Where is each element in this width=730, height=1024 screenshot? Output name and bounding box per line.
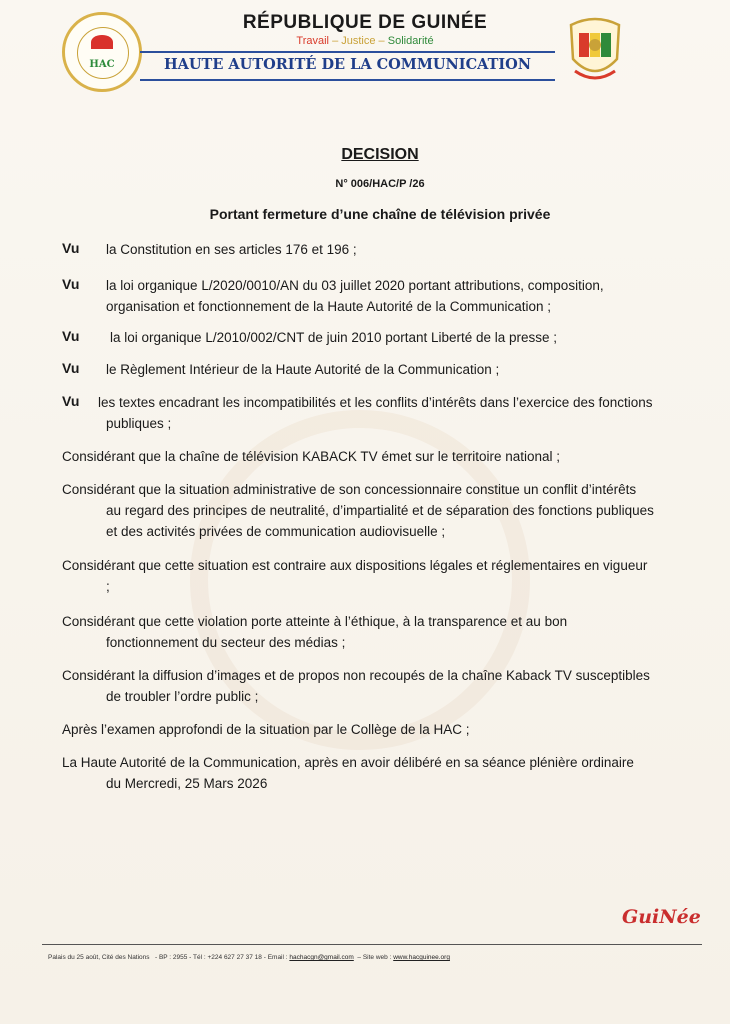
visa-2-line-2: organisation et fonctionnement de la Haute Autorité de la Communication ; [106,299,552,314]
footer-email-link[interactable]: hachacgn@gmail.com [289,954,354,961]
considerant-4-line-2: fonctionnement du secteur des médias ; [106,635,346,650]
decision-number: N° 006/HAC/P /26 [335,178,425,190]
national-motto: Travail – Justice – Solidarité [296,35,434,47]
visa-4: le Règlement Intérieur de la Haute Autorité de la Communication ; [106,362,500,377]
footer-website-link[interactable]: www.hacguinee.org [393,954,450,961]
hac-logo [62,12,142,92]
visa-5-line-1: les textes encadrant les incompatibilités et les conflits d’intérêts dans l’exercice des fonctions [98,395,653,410]
guinee-brand-logo: GuiNée [622,906,701,928]
decision-title: DECISION [341,146,419,163]
visa-1: la Constitution en ses articles 176 et 196 ; [106,242,357,257]
considerant-5-line-1: Considérant la diffusion d’images et de propos non recoupés de la chaîne Kaback TV susceptibles [62,668,650,683]
considerant-2-line-3: et des activités privées de communication audiovisuelle ; [106,524,446,539]
footer-contact: Palais du 25 août, Cité des Nations - BP : 2955 - Tél : +224 627 27 37 18 - Email : hachacgn@gmail.com – Site web : www.hacguinee.org [48,954,450,961]
considerant-6: Après l’examen approfondi de la situation par le Collège de la HAC ; [62,722,470,737]
visa-5-line-2: publiques ; [106,416,172,431]
republic-title: RÉPUBLIQUE DE GUINÉE [242,12,488,33]
considerant-3-line-2: ; [106,579,110,594]
authority-banner: HAUTE AUTORITÉ DE LA COMMUNICATION [140,51,555,81]
considerant-1: Considérant que la chaîne de télévision KABACK TV émet sur le territoire national ; [62,449,561,464]
vu-label: Vu [62,328,80,344]
vu-label: Vu [62,276,80,292]
hac-logo-text: HAC [89,59,115,70]
vu-label: Vu [62,240,80,256]
decision-subtitle: Portant fermeture d’une chaîne de télévision privée [209,206,551,222]
considerant-7-line-1: La Haute Autorité de la Communication, après en avoir délibéré en sa séance plénière ordinaire [62,755,634,770]
considerant-4-line-1: Considérant que cette violation porte atteinte à l’éthique, à la transparence et au bon [62,614,568,629]
considerant-5-line-2: de troubler l’ordre public ; [106,689,259,704]
visa-2-line-1: la loi organique L/2020/0010/AN du 03 juillet 2020 portant attributions, composition, [106,278,604,293]
considerant-7-line-2: du Mercredi, 25 Mars 2026 [106,776,268,791]
considerant-2-line-1: Considérant que la situation administrative de son concessionnaire constitue un conflit d’intérêts [62,482,637,497]
considerant-2-line-2: au regard des principes de neutralité, d’impartialité et de séparation des fonctions publiques [106,503,654,518]
vu-label: Vu [62,360,80,376]
vu-label: Vu [62,393,80,409]
footer-divider [42,944,702,945]
considerant-3-line-1: Considérant que cette situation est contraire aux dispositions légales et réglementaires en vigueur [62,558,648,573]
visa-3: la loi organique L/2010/002/CNT de juin 2010 portant Liberté de la presse ; [110,330,558,345]
